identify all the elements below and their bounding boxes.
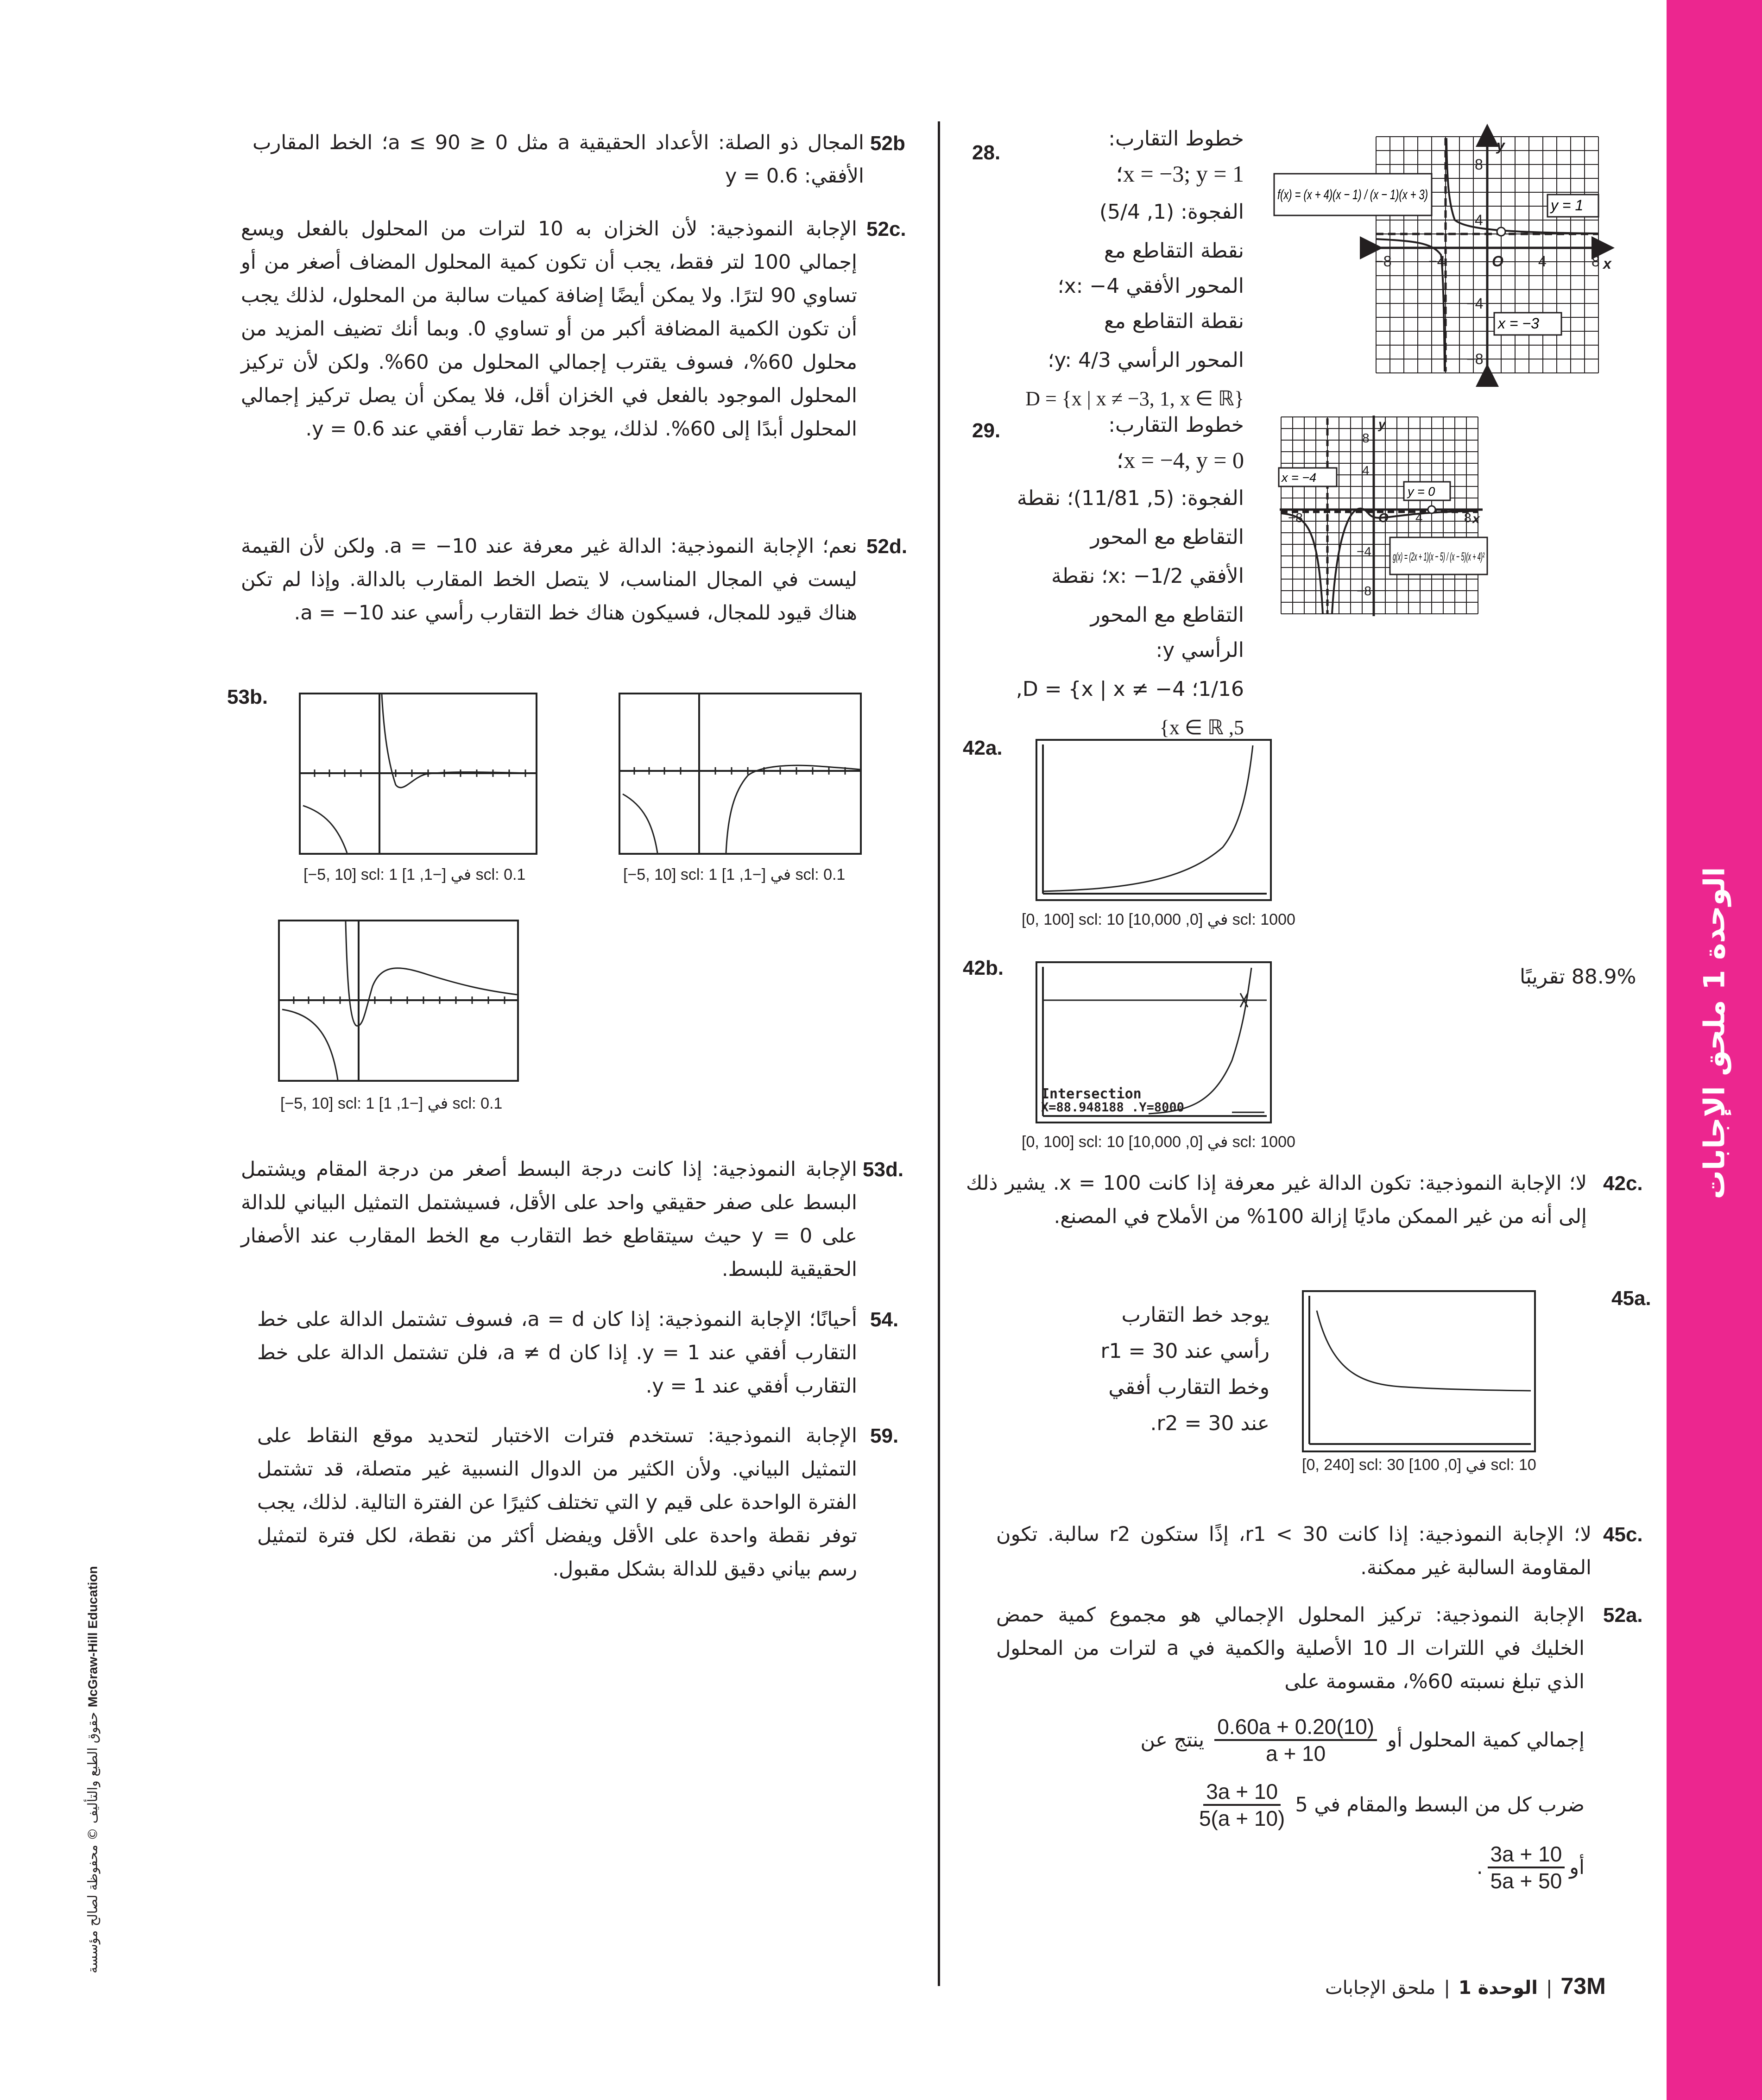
g29-tick-y-n4: −4: [1357, 544, 1371, 559]
problem-52c-text: الإجابة النموذجية: لأن الخزان به 10 لترات من المحلول بالفعل ويسع إجمالي 100 لتر فقط، يجب أن تكون كمية المحلول المضاف أصغر من أو تساوي 90 لترًا. ولا يمكن أيضًا إضافة كميات سالبة من المحلول، لذلك يجب أن تكون الكمية المضافة أكبر من أو تساوي 0. وبما أنك تضيف المزيد من محلول 60%، فسوف يقترب إجمالي المحلول من 60%. ولكن لأن تركيز المحلول الموجود بالفعل في الخزان أقل، فلا يمكن أن يصل تركيز إجمالي المحلول أبدًا إلى 60%. لذلك، يوجد خط تقارب أفقي عند y = 0.6.: [241, 217, 858, 441]
problem-53d-text: الإجابة النموذجية: إذا كانت درجة البسط أصغر من درجة المقام ويشتمل البسط على صفر حقيقي واحد على الأقل، فسيشتمل التمثيل البياني للدالة على y = 0 حيث سيتقاطع خط التقارب مع الخط المقارب عند الأصفار الحقيقية للبسط.: [241, 1158, 858, 1281]
p52a-frac1-num: 0.60a + 0.20(10): [1214, 1714, 1377, 1741]
p29-line-7: الرأسي y:: [1156, 638, 1244, 662]
problem-42b-number: 42b.: [963, 957, 1004, 979]
g29-y-label: y: [1378, 417, 1386, 431]
problem-42c-text: لا؛ الإجابة النموذجية: تكون الدالة غير معرفة إذا كانت x = 100. يشير ذلك إلى أنه من غير الممكن ماديًا إزالة 100% من الأملاح في المصنع.: [966, 1172, 1587, 1228]
problem-45a-screen: [1302, 1290, 1536, 1452]
p29-line-3: الفجوة: (5, 11/81)؛ نقطة: [1017, 486, 1244, 510]
problem-45c-text: لا؛ الإجابة النموذجية: إذا كانت r1 < 30، إذًا ستكون r2 سالبة. تكون المقاومة السالبة غير ممكنة.: [996, 1523, 1591, 1579]
problem-42b-calc-values: X=88.948188 .Y=8000: [1041, 1100, 1184, 1115]
g28-y1-label: y = 1: [1551, 197, 1584, 214]
problem-52a-text: الإجابة النموذجية: تركيز المحلول الإجمالي هو مجموع كمية حمض الخليك في اللترات الـ 10 الأصلية والكمية في a لترات من المحلول الذي تبلغ نسبته 60%، مقسومة على: [996, 1603, 1585, 1693]
footer: [1325, 1973, 1606, 1999]
footer-sep-2: |: [1546, 1977, 1553, 1999]
p28-line-1: خطوط التقارب:: [1108, 127, 1244, 151]
problem-42b-calc-label: Intersection: [1041, 1086, 1142, 1102]
problem-52d-number: 52d.: [866, 535, 908, 558]
problem-45a-number: 45a.: [1611, 1287, 1651, 1310]
problem-29-graph: [1279, 415, 1487, 618]
p45a-line-4: عند r2 = 30.: [1150, 1412, 1269, 1435]
p28-line-7: المحور الرأسي y: 4/3؛: [1048, 348, 1244, 372]
problem-52a-line-4: [1019, 1841, 1585, 1893]
p45a-line-2: رأسي عند r1 = 30: [1100, 1339, 1269, 1363]
problem-28-answer: [996, 121, 1244, 416]
problem-52a-line-2: [1019, 1714, 1585, 1766]
g28-tick-y-8: 8: [1475, 156, 1483, 173]
g29-x4-label: x = −4: [1282, 471, 1317, 485]
problem-53b-caption-1: [−5, 10] scl: 1 في [−1, 1] scl: 0.1: [303, 866, 526, 883]
problem-42b-screen: [1036, 961, 1272, 1123]
p28-line-6: نقطة التقاطع مع: [1104, 309, 1244, 333]
p52a-frac2-den: 5(a + 10): [1199, 1806, 1285, 1830]
p52a-frac2-num: 3a + 10: [1203, 1779, 1281, 1806]
p29-line-1: خطوط التقارب:: [1108, 413, 1244, 437]
problem-42a-screen: [1036, 739, 1272, 901]
problem-28-number: 28.: [972, 141, 1001, 164]
problem-53b-screen-3: [278, 920, 519, 1082]
problem-59-number: 59.: [870, 1425, 899, 1447]
problem-52b-text: المجال ذو الصلة: الأعداد الحقيقية a مثل 0 ≤ 90 ≥ a؛ الخط المقارب الأفقي: y = 0.6: [253, 131, 864, 188]
footer-unit: الوحدة 1: [1458, 1977, 1538, 1999]
g29-tick-y-8: 8: [1362, 431, 1370, 445]
g29-tick-y-4: 4: [1362, 463, 1370, 478]
problem-42a-caption: [0, 100] scl: 10 في [0, 10,000] scl: 1000: [1022, 911, 1295, 928]
p28-line-2: x = −3; y = 1؛: [1116, 161, 1244, 187]
problem-52d-text: نعم؛ الإجابة النموذجية: الدالة غير معرفة عند a = −10. ولكن لأن القيمة ليست في المجال المناسب، لا يتصل الخط المقارب بالدالة. وإذا لم تكن هناك قيود للمجال، فسيكون هناك خط التقارب رأسي عند a = −10.: [241, 535, 858, 624]
problem-29-answer: [996, 408, 1244, 745]
problem-59-text: الإجابة النموذجية: تستخدم فترات الاختبار لتحديد موقع النقاط على التمثيل البياني. ولأن الكثير من الدوال النسبية غير متصلة، قد تشتمل الفترة الواحدة على قيم y التي تختلف كثيرًا عن الفترة التالية. لذلك، يجب توفر نقطة واحدة على الأقل ويفضل أكثر من نقطة، لكل فترة لتمثيل رسم بياني دقيق للدالة بشكل مقبول.: [257, 1424, 857, 1581]
p45a-line-1: يوجد خط التقارب: [1121, 1303, 1269, 1327]
column-divider: [938, 121, 940, 1986]
problem-54-text: أحيانًا؛ الإجابة النموذجية: إذا كان a = d، فسوف تشتمل الدالة على خط التقارب أفقي عند y = 1. إذا كان a ≠ d، فلن تشتمل الدالة على خط التقارب أفقي عند y = 1.: [257, 1308, 858, 1398]
p52a-end-dot: .: [1476, 1856, 1483, 1879]
p29-line-9: 5, x ∈ ℝ}: [1159, 716, 1244, 739]
p52a-line4-text: أو: [1569, 1856, 1585, 1879]
g29-tick-x-4: 4: [1415, 511, 1423, 525]
g28-tick-y-4: 4: [1475, 212, 1483, 228]
g28-tick-x-n4: −4: [1428, 253, 1446, 270]
g29-y0-label: y = 0: [1408, 485, 1435, 498]
problem-53d-number: 53d.: [863, 1158, 904, 1181]
p28-line-5: المحور الأفقي x: −4؛: [1057, 274, 1244, 298]
g28-x-label: x: [1603, 255, 1611, 272]
g29-origin: O: [1378, 511, 1389, 525]
copyright-line: [85, 1566, 101, 1973]
g28-fx-label: f(x) = (x + 4)(x − 1) / (x − 1)(x + 3): [1277, 187, 1428, 202]
problem-42c-number: 42c.: [1603, 1172, 1643, 1195]
p52a-frac-2: [1199, 1779, 1285, 1831]
p52a-line2-end: ينتج عن: [1140, 1728, 1205, 1752]
problem-53b-caption-3: [−5, 10] scl: 1 في [−1, 1] scl: 0.1: [280, 1095, 503, 1112]
p52a-frac1-den: a + 10: [1266, 1741, 1326, 1766]
problem-53b-screen-1: [299, 693, 537, 855]
p52a-frac3-num: 3a + 10: [1488, 1841, 1565, 1868]
p29-line-2: x = −4, y = 0؛: [1116, 447, 1244, 473]
problem-45c-number: 45c.: [1603, 1523, 1643, 1546]
p28-line-8: D = {x | x ≠ −3, 1, x ∈ ℝ}: [1025, 387, 1244, 410]
p28-line-3: الفجوة: (1, 5/4): [1099, 200, 1244, 224]
footer-section: ملحق الإجابات: [1325, 1977, 1436, 1999]
side-tab-label: الوحدة 1 ملحق الإجابات: [1697, 867, 1731, 1199]
footer-page-number: 73M: [1560, 1973, 1606, 1999]
g29-gx-label: g(x) = (2x + 1)(x − 5) / (x − 5)(x + 4)²: [1393, 550, 1485, 563]
p52a-frac-1: [1214, 1714, 1377, 1766]
g29-tick-x-n8: −8: [1288, 511, 1303, 525]
g28-tick-x-4: 4: [1538, 253, 1547, 270]
g28-origin: O: [1492, 253, 1503, 270]
problem-28-graph: [1272, 134, 1615, 380]
g28-tick-y-n4: −4: [1466, 295, 1484, 312]
problem-53b-number: 53b.: [227, 686, 268, 708]
problem-42a-number: 42a.: [963, 737, 1003, 759]
copyright-publisher: McGraw-Hill Education: [85, 1566, 100, 1708]
problem-52c-number: 52c.: [866, 218, 906, 240]
g28-y-label: y: [1497, 137, 1505, 154]
problem-42b-caption: [0, 100] scl: 10 في [0, 10,000] scl: 1000: [1022, 1133, 1295, 1151]
g29-tick-y-n8: −8: [1357, 584, 1371, 598]
g28-x3-label: x = −3: [1498, 315, 1539, 332]
g28-tick-y-n8: −8: [1466, 351, 1484, 367]
footer-sep-1: |: [1444, 1977, 1450, 1999]
g29-tick-x-8: 8: [1464, 511, 1471, 525]
problem-54-number: 54.: [870, 1308, 899, 1331]
p52a-frac-3: [1488, 1841, 1565, 1893]
p52a-line3-text: ضرب كل من البسط والمقام في 5: [1295, 1793, 1585, 1816]
problem-53b-caption-2: [−5, 10] scl: 1 في [−1, 1] scl: 0.1: [623, 866, 846, 883]
p29-line-5: الأفقي x: −1/2؛ نقطة: [1051, 564, 1244, 588]
g28-tick-x-8: 8: [1591, 253, 1600, 270]
copyright-text: حقوق الطبع والتأليف © محفوظة لصالح مؤسسة: [85, 1712, 101, 1974]
p45a-line-3: وخط التقارب أفقي: [1108, 1375, 1269, 1399]
problem-52a-line-3: [1019, 1779, 1585, 1831]
p52a-line2-text: إجمالي كمية المحلول أو: [1387, 1728, 1585, 1752]
p29-line-4: التقاطع مع المحور: [1090, 525, 1244, 549]
problem-52b-number: 52b: [870, 132, 905, 155]
problem-52a-number: 52a.: [1603, 1604, 1643, 1627]
problem-29-number: 29.: [972, 419, 1001, 442]
problem-45a-text: [1052, 1297, 1269, 1442]
problem-45a-caption: [0, 240] scl: 30 في [0, 100] scl: 10: [1302, 1456, 1536, 1474]
problem-53b-screen-2: [619, 693, 862, 855]
p52a-frac3-den: 5a + 50: [1490, 1869, 1562, 1893]
problem-42b-answer: 88.9% تقريبًا: [1520, 965, 1636, 989]
p29-line-6: التقاطع مع المحور: [1090, 603, 1244, 627]
g28-tick-x-n8: −8: [1375, 253, 1392, 270]
p29-line-8: 1/16؛ D = {x | x ≠ −4,: [1016, 677, 1244, 701]
p28-line-4: نقطة التقاطع مع: [1104, 239, 1244, 263]
g29-x-label: x: [1472, 511, 1480, 526]
